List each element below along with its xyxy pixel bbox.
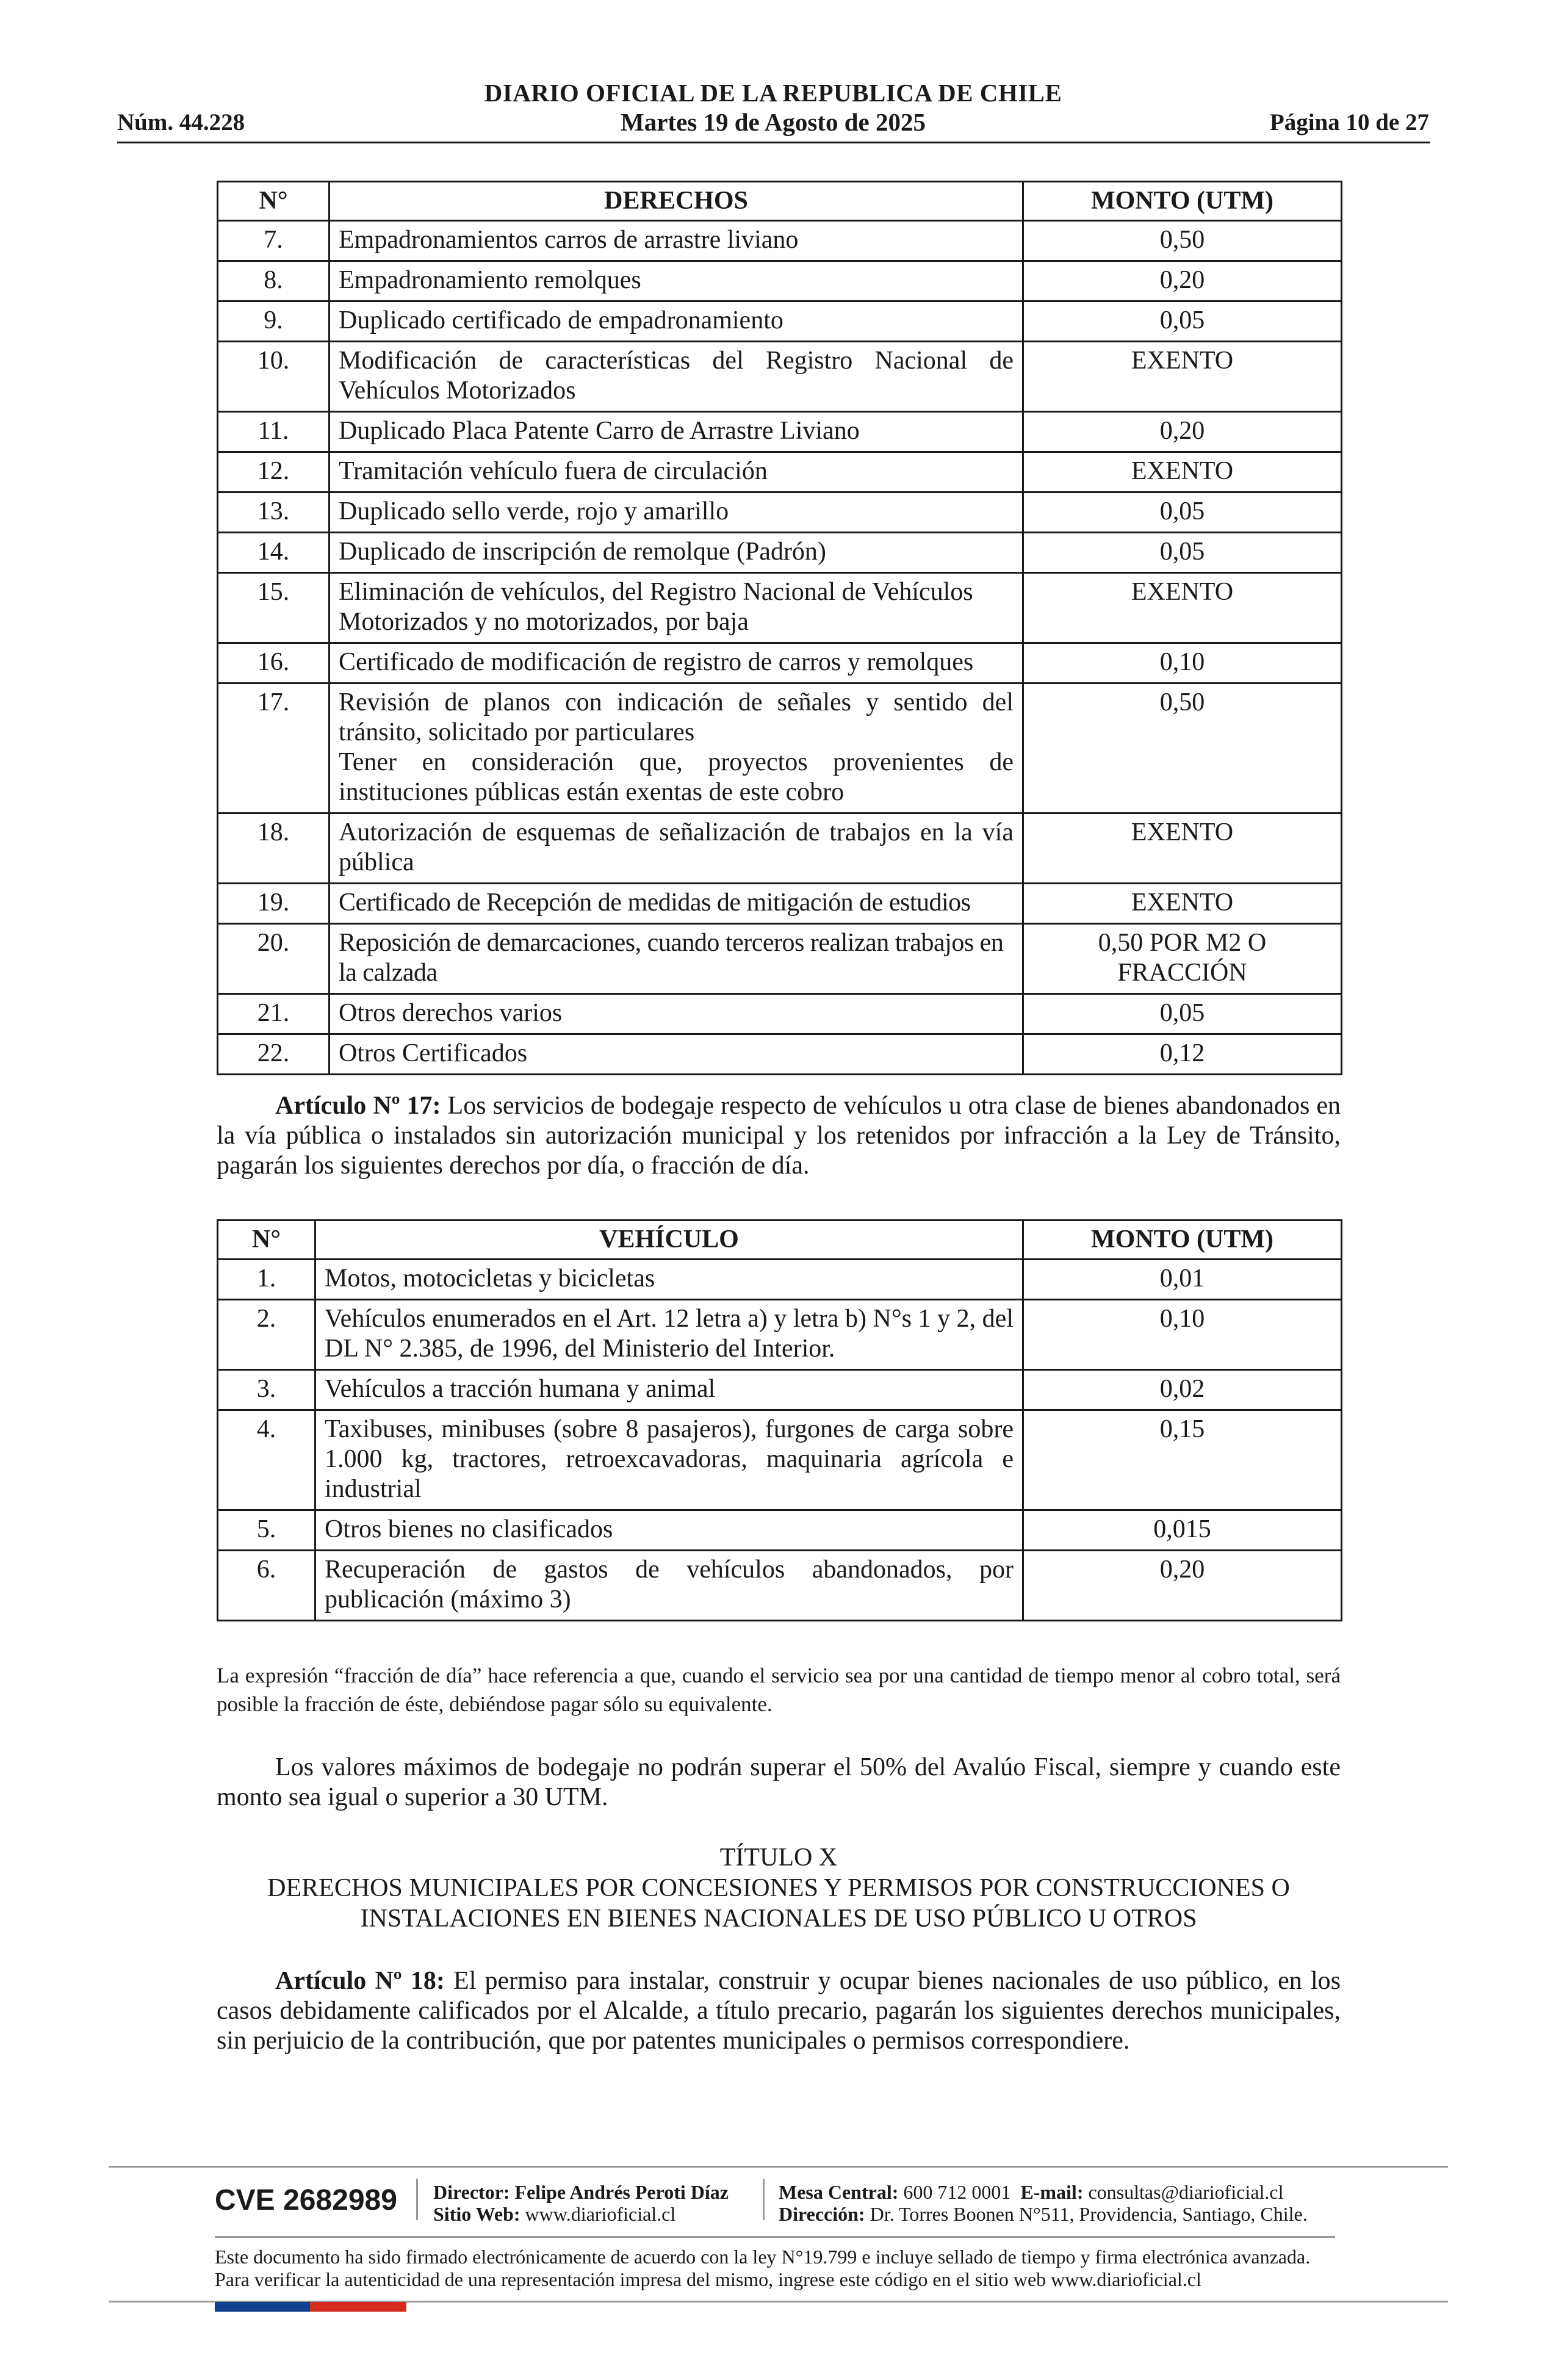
table-row	[218, 1510, 1342, 1551]
row-number: 20.	[218, 924, 330, 994]
row-amount: 0,15	[1023, 1410, 1342, 1510]
column-header-number: N°	[218, 1221, 315, 1260]
row-description-note: Tener en consideración que, proyectos provenientes de instituciones públicas están exentas de este cobro	[339, 748, 1014, 806]
row-amount: 0,05	[1023, 301, 1342, 342]
row-amount: 0,01	[1023, 1260, 1342, 1300]
row-number: 2.	[218, 1300, 315, 1370]
article-18-label: Artículo Nº 18:	[275, 1967, 445, 1995]
table-row	[218, 1410, 1342, 1510]
row-number: 12.	[218, 452, 330, 492]
article-17-label: Artículo Nº 17:	[275, 1092, 441, 1120]
email-label: E-mail:	[1020, 2181, 1084, 2203]
row-description: Reposición de demarcaciones, cuando terceros realizan trabajos en la calzada	[330, 924, 1023, 994]
row-description: Duplicado Placa Patente Carro de Arrastre Liviano	[330, 412, 1023, 452]
row-amount: 0,50	[1023, 683, 1342, 813]
row-number: 10.	[218, 342, 330, 412]
flag-stripe-red	[310, 2302, 406, 2312]
title-x-subtitle-line2: INSTALACIONES EN BIENES NACIONALES DE USO PÚBLICO U OTROS	[360, 1905, 1197, 1933]
footer-separator	[763, 2179, 765, 2220]
row-amount: EXENTO	[1023, 813, 1342, 884]
footer-separator	[416, 2179, 418, 2220]
row-number: 1.	[218, 1260, 315, 1300]
storage-limit-text: Los valores máximos de bodegaje no podrán superar el 50% del Avalúo Fiscal, siempre y cuando este monto sea igual o superior a 30 UTM.	[217, 1753, 1341, 1811]
fraction-note: La expresión “fracción de día” hace referencia a que, cuando el servicio sea por una cantidad de tiempo menor al cobro total, será posible la fracción de éste, debiéndose pagar sólo su equivalente.	[217, 1664, 1341, 1716]
row-description: Motos, motocicletas y bicicletas	[315, 1260, 1023, 1300]
row-description: Certificado de modificación de registro de carros y remolques	[330, 643, 1023, 683]
table-row	[218, 1370, 1342, 1410]
electronic-signature-notice: Este documento ha sido firmado electrónicamente de acuerdo con la ley N°19.799 e incluye sellado de tiempo y firma electrónica avanzada. Para verificar la autenticidad de una representación impresa del mismo, ingrese este código en el sitio web www.diarioficial.cl	[215, 2246, 1311, 2290]
table-row	[218, 884, 1342, 924]
row-description: Duplicado sello verde, rojo y amarillo	[330, 492, 1023, 533]
director-name: Felipe Andrés Peroti Díaz	[510, 2181, 729, 2203]
row-amount: 0,20	[1023, 261, 1342, 301]
row-number: 17.	[218, 683, 330, 813]
table-row	[218, 683, 1342, 813]
row-number: 9.	[218, 301, 330, 342]
phone-label: Mesa Central:	[779, 2181, 899, 2203]
row-amount: 0,05	[1023, 533, 1342, 573]
table-row	[218, 301, 1342, 342]
page-header	[117, 72, 1429, 145]
row-number: 4.	[218, 1410, 315, 1510]
row-number: 5.	[218, 1510, 315, 1551]
row-description: Empadronamiento remolques	[330, 261, 1023, 301]
footer-director-block	[433, 2181, 729, 2225]
row-description: Autorización de esquemas de señalización de trabajos en la vía pública	[330, 813, 1023, 884]
row-number: 16.	[218, 643, 330, 683]
flag-stripe-blue	[215, 2302, 310, 2312]
row-number: 19.	[218, 884, 330, 924]
row-description	[330, 683, 1023, 813]
row-description: Otros bienes no clasificados	[315, 1510, 1023, 1551]
cve-code: CVE 2682989	[215, 2184, 397, 2216]
title-x-subtitle-line1: DERECHOS MUNICIPALES POR CONCESIONES Y PERMISOS POR CONSTRUCCIONES O	[267, 1874, 1290, 1902]
row-description-main: Revisión de planos con indicación de señales y sentido del tránsito, solicitado por particulares	[339, 688, 1014, 746]
gazette-name: DIARIO OFICIAL DE LA REPUBLICA DE CHILE	[484, 79, 1062, 107]
row-amount: 0,05	[1023, 492, 1342, 533]
table-row	[218, 412, 1342, 452]
column-header-amount: MONTO (UTM)	[1023, 182, 1342, 221]
issue-number: Núm. 44.228	[117, 109, 245, 135]
row-description: Otros derechos varios	[330, 994, 1023, 1034]
row-number: 13.	[218, 492, 330, 533]
row-amount: 0,10	[1023, 1300, 1342, 1370]
table-row	[218, 533, 1342, 573]
table-row	[218, 994, 1342, 1034]
row-amount: 0,02	[1023, 1370, 1342, 1410]
row-description: Duplicado certificado de empadronamiento	[330, 301, 1023, 342]
row-amount: 0,10	[1023, 643, 1342, 683]
table-header-row	[218, 182, 1342, 221]
table-row	[218, 221, 1342, 261]
row-number: 18.	[218, 813, 330, 884]
table-row	[218, 924, 1342, 994]
issue-date: Martes 19 de Agosto de 2025	[621, 108, 926, 136]
row-amount: 0,12	[1023, 1034, 1342, 1075]
row-number: 7.	[218, 221, 330, 261]
row-description: Vehículos enumerados en el Art. 12 letra a) y letra b) N°s 1 y 2, del DL N° 2.385, de 1996, del Ministerio del Interior.	[315, 1300, 1023, 1370]
storage-limit-paragraph	[217, 1753, 1341, 1812]
footer-contact-block	[779, 2181, 1308, 2225]
address-text: Dr. Torres Boonen N°511, Providencia, Santiago, Chile.	[865, 2203, 1308, 2225]
row-description: Duplicado de inscripción de remolque (Padrón)	[330, 533, 1023, 573]
title-x-heading: TÍTULO X	[719, 1844, 838, 1872]
storage-fees-table	[217, 1219, 1342, 1621]
column-header-vehicle: VEHÍCULO	[315, 1221, 1023, 1260]
row-number: 8.	[218, 261, 330, 301]
row-description: Modificación de características del Registro Nacional de Vehículos Motorizados	[330, 342, 1023, 412]
row-amount: 0,05	[1023, 994, 1342, 1034]
row-amount: 0,50	[1023, 221, 1342, 261]
phone-number: 600 712 0001	[898, 2181, 1011, 2203]
footer-top-rule	[109, 2166, 1448, 2168]
row-number: 21.	[218, 994, 330, 1034]
page-number: Página 10 de 27	[1269, 109, 1429, 135]
row-description: Certificado de Recepción de medidas de mitigación de estudios	[330, 884, 1023, 924]
row-amount: EXENTO	[1023, 573, 1342, 643]
address-label: Dirección:	[779, 2203, 865, 2225]
article-17-text: Los servicios de bodegaje respecto de vehículos u otra clase de bienes abandonados en la vía pública o instalados sin autorización municipal y los retenidos por infracción a la Ley de Tránsito, pagarán los siguientes derechos por día, o fracción de día.	[217, 1092, 1341, 1180]
row-number: 22.	[218, 1034, 330, 1075]
table-row	[218, 492, 1342, 533]
table-row	[218, 1034, 1342, 1075]
row-number: 15.	[218, 573, 330, 643]
director-label: Director:	[433, 2181, 510, 2203]
fees-table	[217, 181, 1342, 1075]
row-amount: 0,20	[1023, 412, 1342, 452]
row-amount: EXENTO	[1023, 452, 1342, 492]
row-amount: 0,015	[1023, 1510, 1342, 1551]
row-amount: EXENTO	[1023, 342, 1342, 412]
row-description: Eliminación de vehículos, del Registro Nacional de Vehículos Motorizados y no motorizados, por baja	[330, 573, 1023, 643]
table-row	[218, 813, 1342, 884]
row-description: Tramitación vehículo fuera de circulación	[330, 452, 1023, 492]
row-description: Recuperación de gastos de vehículos abandonados, por publicación (máximo 3)	[315, 1551, 1023, 1621]
website-label: Sitio Web:	[433, 2203, 520, 2225]
column-header-amount: MONTO (UTM)	[1023, 1221, 1342, 1260]
header-rule	[117, 142, 1430, 143]
footer-middle-rule	[215, 2236, 1335, 2238]
column-header-number: N°	[218, 182, 330, 221]
row-number: 11.	[218, 412, 330, 452]
table-row	[218, 1260, 1342, 1300]
table-header-row	[218, 1221, 1342, 1260]
table-row	[218, 1300, 1342, 1370]
website-link[interactable]: www.diarioficial.cl	[520, 2203, 676, 2225]
row-description: Vehículos a tracción humana y animal	[315, 1370, 1023, 1410]
row-number: 3.	[218, 1370, 315, 1410]
row-description: Otros Certificados	[330, 1034, 1023, 1075]
table-row	[218, 452, 1342, 492]
row-amount: 0,50 POR M2 O FRACCIÓN	[1023, 924, 1342, 994]
article-18-text: El permiso para instalar, construir y ocupar bienes nacionales de uso público, en los casos debidamente calificados por el Alcalde, a título precario, pagarán los siguientes derechos municipales, sin perjuicio de la contribución, que por patentes municipales o permisos correspondiere.	[217, 1967, 1341, 2055]
article-17	[217, 1091, 1341, 1181]
row-amount: 0,20	[1023, 1551, 1342, 1621]
article-18	[217, 1966, 1341, 2056]
table-row	[218, 573, 1342, 643]
table-row	[218, 342, 1342, 412]
email-link[interactable]: consultas@diarioficial.cl	[1083, 2181, 1284, 2203]
row-amount: EXENTO	[1023, 884, 1342, 924]
table-row	[218, 643, 1342, 683]
row-number: 6.	[218, 1551, 315, 1621]
column-header-rights: DERECHOS	[330, 182, 1023, 221]
row-description: Empadronamientos carros de arrastre liviano	[330, 221, 1023, 261]
table-row	[218, 1551, 1342, 1621]
row-number: 14.	[218, 533, 330, 573]
row-description: Taxibuses, minibuses (sobre 8 pasajeros), furgones de carga sobre 1.000 kg, tractores, retroexcavadoras, maquinaria agrícola e industrial	[315, 1410, 1023, 1510]
table-row	[218, 261, 1342, 301]
